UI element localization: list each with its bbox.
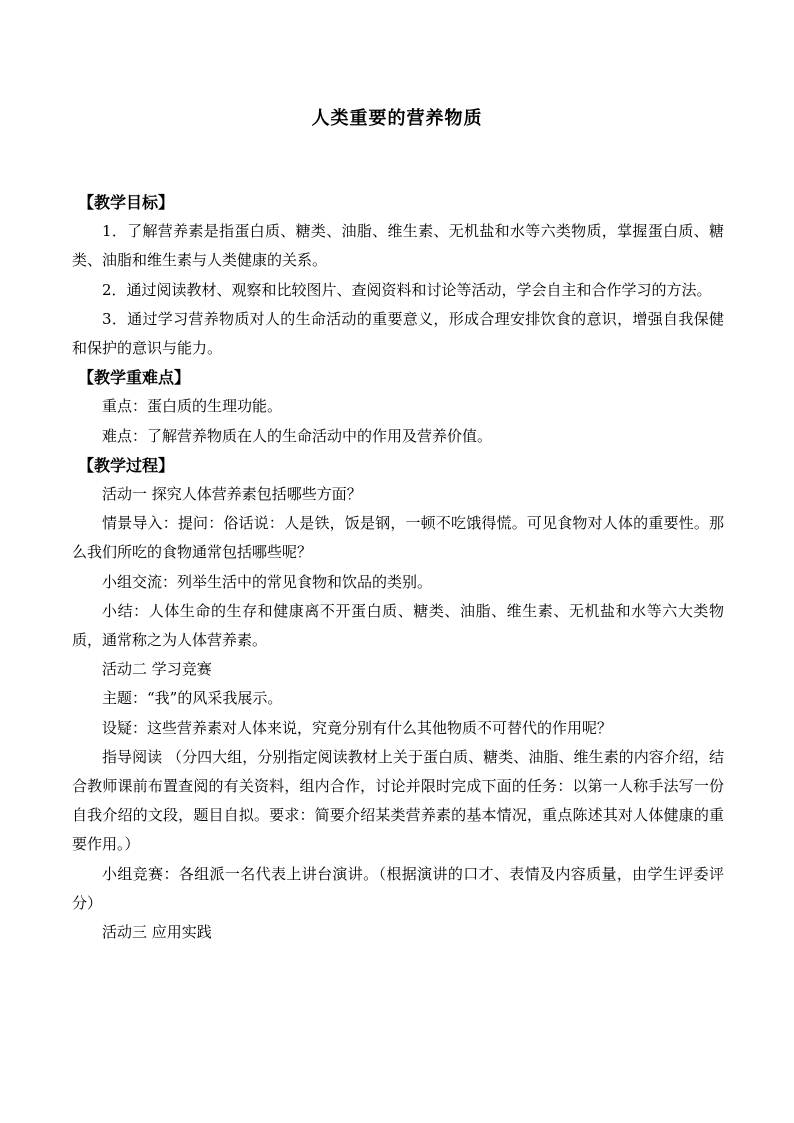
process-paragraph-7: 设疑：这些营养素对人体来说，究竟分别有什么其他物质不可替代的作用呢？ [102, 718, 613, 737]
process-paragraph-3: 小组交流：列举生活中的常见食物和饮品的类别。 [102, 572, 433, 591]
process-paragraph-5: 活动二 学习竞赛 [102, 660, 212, 679]
process-paragraph-6: 主题：“我”的风采我展示。 [102, 689, 283, 708]
document-body [72, 188, 724, 947]
process-paragraph-8: 指导阅读 （分四大组，分别指定阅读教材上关于蛋白质、糖类、油脂、维生素的内容介绍，结合教师课前布置查阅的有关资料，组内合作，讨论并限时完成下面的任务：以第一人称手法写一份自我介绍的文段，题目自拟。要求：简要介绍某类营养素的基本情况，重点陈述其对人体健康的重要作用。） [72, 747, 724, 854]
section-heading-keypoints: 【教学重难点】 [78, 368, 191, 388]
goal-paragraph-2: 2．通过阅读教材、观察和比较图片、查阅资料和讨论等活动，学会自主和合作学习的方法。 [102, 280, 712, 299]
document-title: 人类重要的营养物质 [311, 108, 483, 129]
process-paragraph-10: 活动三 应用实践 [102, 923, 212, 942]
goal-paragraph-1: 1．了解营养素是指蛋白质、糖类、油脂、维生素、无机盐和水等六类物质，掌握蛋白质、糖类、油脂和维生素与人类健康的关系。 [72, 222, 724, 270]
section-heading-goals: 【教学目标】 [78, 193, 175, 212]
section-heading-process: 【教学过程】 [78, 455, 175, 475]
process-paragraph-2: 情景导入：提问：俗话说：人是铁，饭是钢，一顿不吃饿得慌。可见食物对人体的重要性。那么我们所吃的食物通常包括哪些呢？ [72, 514, 724, 562]
keypoint-paragraph-1: 重点：蛋白质的生理功能。 [102, 397, 283, 416]
process-paragraph-1: 活动一 探究人体营养素包括哪些方面？ [102, 485, 362, 504]
process-paragraph-4: 小结：人体生命的生存和健康离不开蛋白质、糖类、油脂、维生素、无机盐和水等六大类物质，通常称之为人体营养素。 [72, 601, 724, 650]
process-paragraph-9: 小组竞赛：各组派一名代表上讲台演讲。（根据演讲的口才、表情及内容质量，由学生评委评分） [72, 864, 724, 912]
goal-paragraph-3: 3．通过学习营养物质对人的生命活动的重要意义，形成合理安排饮食的意识，增强自我保健和保护的意识与能力。 [72, 309, 724, 358]
keypoint-paragraph-2: 难点：了解营养物质在人的生命活动中的作用及营养价值。 [102, 426, 493, 445]
